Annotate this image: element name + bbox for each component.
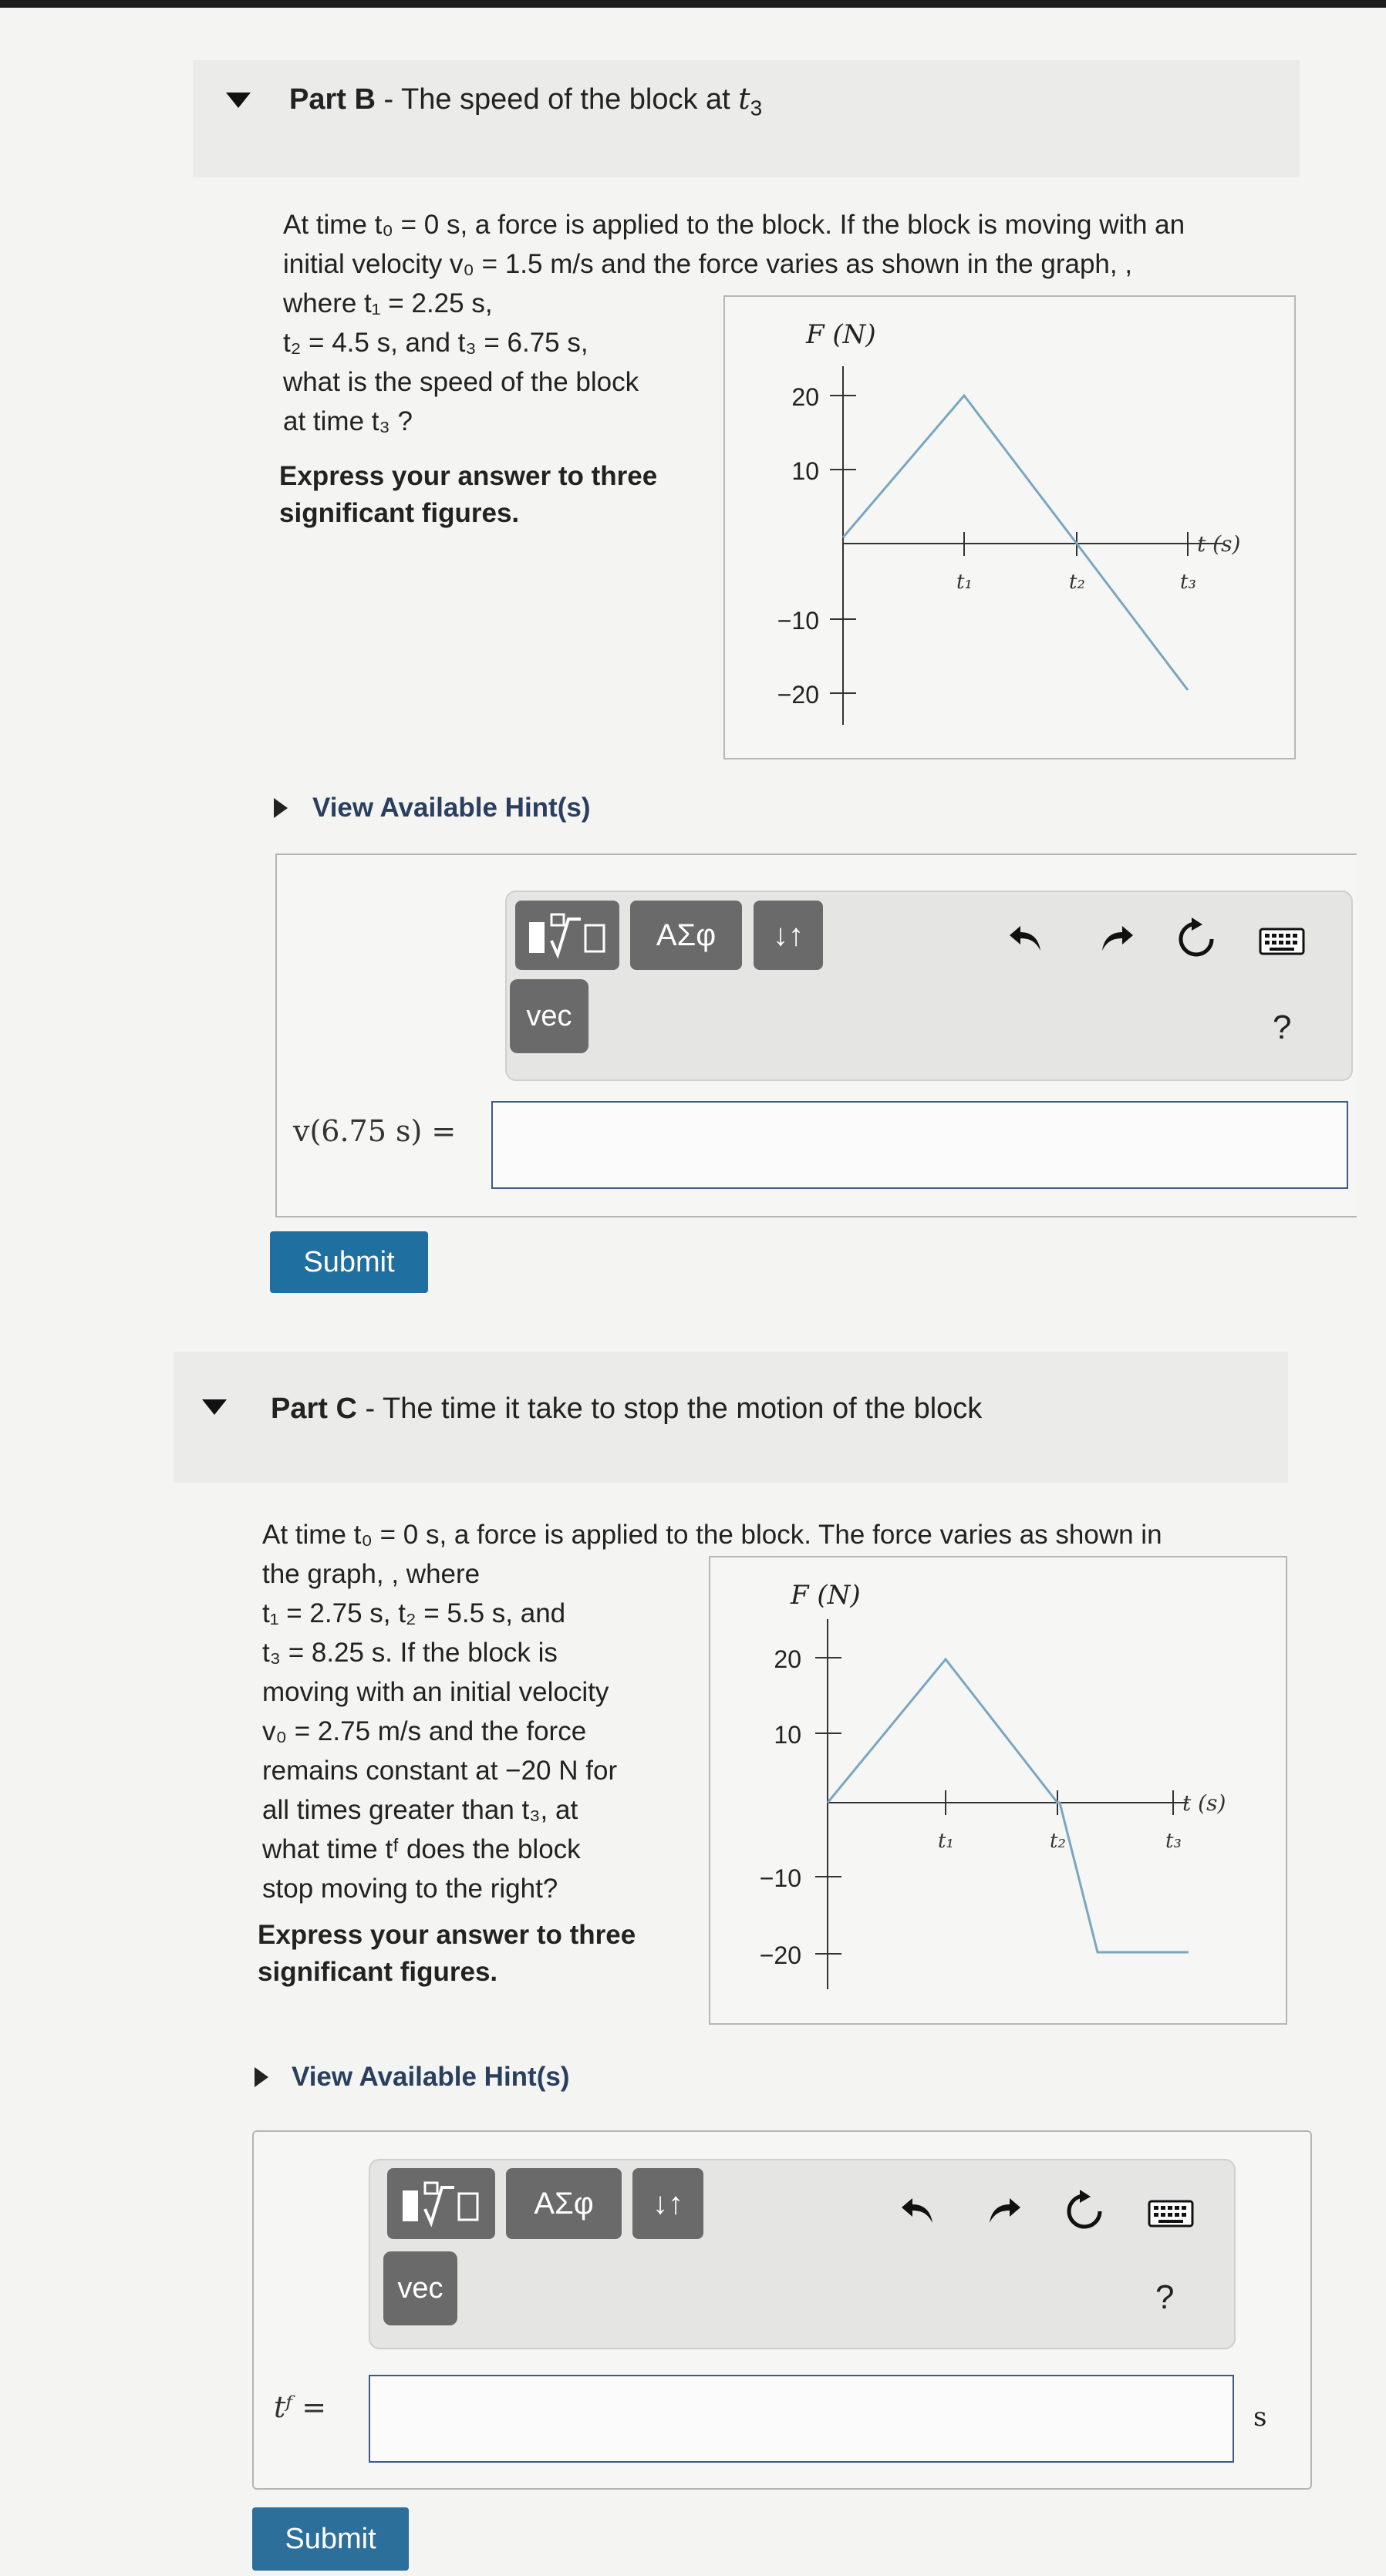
- y-tick-label: 20: [791, 383, 819, 411]
- reset-icon[interactable]: [1172, 916, 1220, 962]
- part-b-label: Part B: [289, 83, 376, 116]
- part-c-hint-link[interactable]: View Available Hint(s): [292, 2062, 570, 2092]
- collapse-caret-icon[interactable]: [226, 93, 251, 108]
- reset-icon[interactable]: [1061, 2188, 1108, 2234]
- question-line: t₂ = 4.5 s, and t₃ = 6.75 s,: [283, 328, 588, 358]
- express-line: Express your answer to three: [279, 461, 658, 491]
- keyboard-icon[interactable]: [1259, 925, 1305, 958]
- question-line: stop moving to the right?: [262, 1874, 558, 1904]
- question-line: t₃ = 8.25 s. If the block is: [262, 1638, 558, 1668]
- question-line: at time t₃ ?: [283, 406, 413, 436]
- part-b-title-text: - The speed of the block at: [375, 83, 739, 116]
- keyboard-icon[interactable]: [1148, 2197, 1194, 2230]
- y-tick-label: −10: [777, 607, 819, 635]
- y-axis-label: F (N): [806, 319, 876, 350]
- question-line: v₀ = 2.75 m/s and the force: [262, 1716, 587, 1746]
- part-b-title-sub: 3: [750, 96, 763, 120]
- question-line: At time t₀ = 0 s, a force is applied to the block. If the block is moving with an: [283, 210, 1185, 240]
- part-b-answer-input[interactable]: [491, 1101, 1348, 1189]
- question-line: all times greater than t₃, at: [262, 1795, 578, 1825]
- y-tick-label: −10: [759, 1864, 801, 1892]
- x-tick-label: t₂: [1050, 1830, 1066, 1853]
- part-c-answer-input[interactable]: [369, 2375, 1234, 2463]
- sqrt-template-icon: [399, 2177, 484, 2231]
- part-c-express: [258, 1917, 636, 1991]
- part-b-express: [279, 458, 657, 532]
- collapse-caret-icon[interactable]: [202, 1399, 227, 1415]
- part-c-title[interactable]: [271, 1392, 982, 1426]
- part-c-submit-button[interactable]: Submit: [252, 2507, 409, 2571]
- vec-button[interactable]: vec: [510, 979, 588, 1053]
- help-button[interactable]: ?: [1273, 1009, 1292, 1046]
- y-tick-label: −20: [759, 1941, 801, 1969]
- part-b-graph-svg: [725, 297, 1294, 758]
- greek-symbols-button[interactable]: ΑΣφ: [506, 2168, 622, 2239]
- part-c-force-graph: [709, 1556, 1287, 2025]
- question-line: what time tᶠ does the block: [262, 1834, 581, 1864]
- part-c-title-text: - The time it take to stop the motion of the block: [356, 1392, 983, 1425]
- part-c-answer-label: tᶠ =: [274, 2390, 327, 2424]
- part-c-graph-svg: [710, 1557, 1286, 2023]
- undo-icon[interactable]: [1003, 916, 1049, 959]
- arrows-button[interactable]: ↓↑: [632, 2168, 703, 2239]
- question-line: what is the speed of the block: [283, 367, 639, 397]
- vec-button[interactable]: vec: [383, 2251, 457, 2325]
- y-tick-label: 10: [791, 457, 819, 485]
- redo-icon[interactable]: [1094, 916, 1140, 959]
- help-button[interactable]: ?: [1155, 2278, 1175, 2316]
- x-tick-label: t₁: [956, 571, 973, 594]
- x-tick-label: t₃: [1180, 571, 1196, 594]
- arrows-button[interactable]: ↓↑: [754, 901, 823, 970]
- undo-icon[interactable]: [895, 2188, 941, 2231]
- x-tick-label: t₁: [938, 1830, 954, 1853]
- part-b-submit-button[interactable]: Submit: [270, 1231, 428, 1293]
- redo-icon[interactable]: [981, 2188, 1027, 2231]
- question-line: the graph, , where: [262, 1559, 481, 1589]
- part-b-title[interactable]: [289, 82, 762, 121]
- express-line: significant figures.: [258, 1957, 498, 1987]
- templates-sqrt-icon[interactable]: [515, 901, 619, 970]
- part-c-label: Part C: [271, 1392, 357, 1425]
- hint-caret-icon[interactable]: [255, 2067, 268, 2087]
- part-b-hint-link[interactable]: View Available Hint(s): [312, 793, 591, 823]
- x-tick-label: t₃: [1165, 1830, 1182, 1853]
- x-tick-label: t₂: [1069, 571, 1085, 594]
- part-b-title-var: t: [738, 82, 750, 116]
- express-line: Express your answer to three: [258, 1920, 636, 1950]
- x-axis-label: t (s): [1197, 531, 1241, 557]
- y-axis-label: F (N): [791, 1580, 861, 1611]
- question-line: initial velocity v₀ = 1.5 m/s and the force varies as shown in the graph, ,: [283, 249, 1133, 279]
- top-bar: [0, 0, 1386, 8]
- greek-symbols-button[interactable]: ΑΣφ: [630, 901, 742, 970]
- question-line: where t₁ = 2.25 s,: [283, 288, 493, 318]
- y-tick-label: 20: [774, 1645, 801, 1673]
- question-line: remains constant at −20 N for: [262, 1756, 618, 1786]
- part-b-answer-label: v(6.75 s) =: [293, 1114, 457, 1148]
- question-line: moving with an initial velocity: [262, 1677, 609, 1707]
- templates-sqrt-icon[interactable]: [387, 2168, 495, 2239]
- y-tick-label: 10: [774, 1721, 801, 1749]
- force-line: [828, 1659, 1189, 1952]
- question-line: At time t₀ = 0 s, a force is applied to the block. The force varies as shown in: [262, 1520, 1162, 1550]
- sqrt-template-icon: [525, 908, 610, 962]
- express-line: significant figures.: [279, 498, 520, 528]
- hint-caret-icon[interactable]: [274, 798, 288, 818]
- x-axis-label: t (s): [1182, 1790, 1226, 1816]
- question-line: t₁ = 2.75 s, t₂ = 5.5 s, and: [262, 1598, 566, 1628]
- part-b-force-graph: [723, 295, 1296, 759]
- part-c-unit-label: s: [1253, 2402, 1267, 2433]
- y-tick-label: −20: [777, 681, 819, 709]
